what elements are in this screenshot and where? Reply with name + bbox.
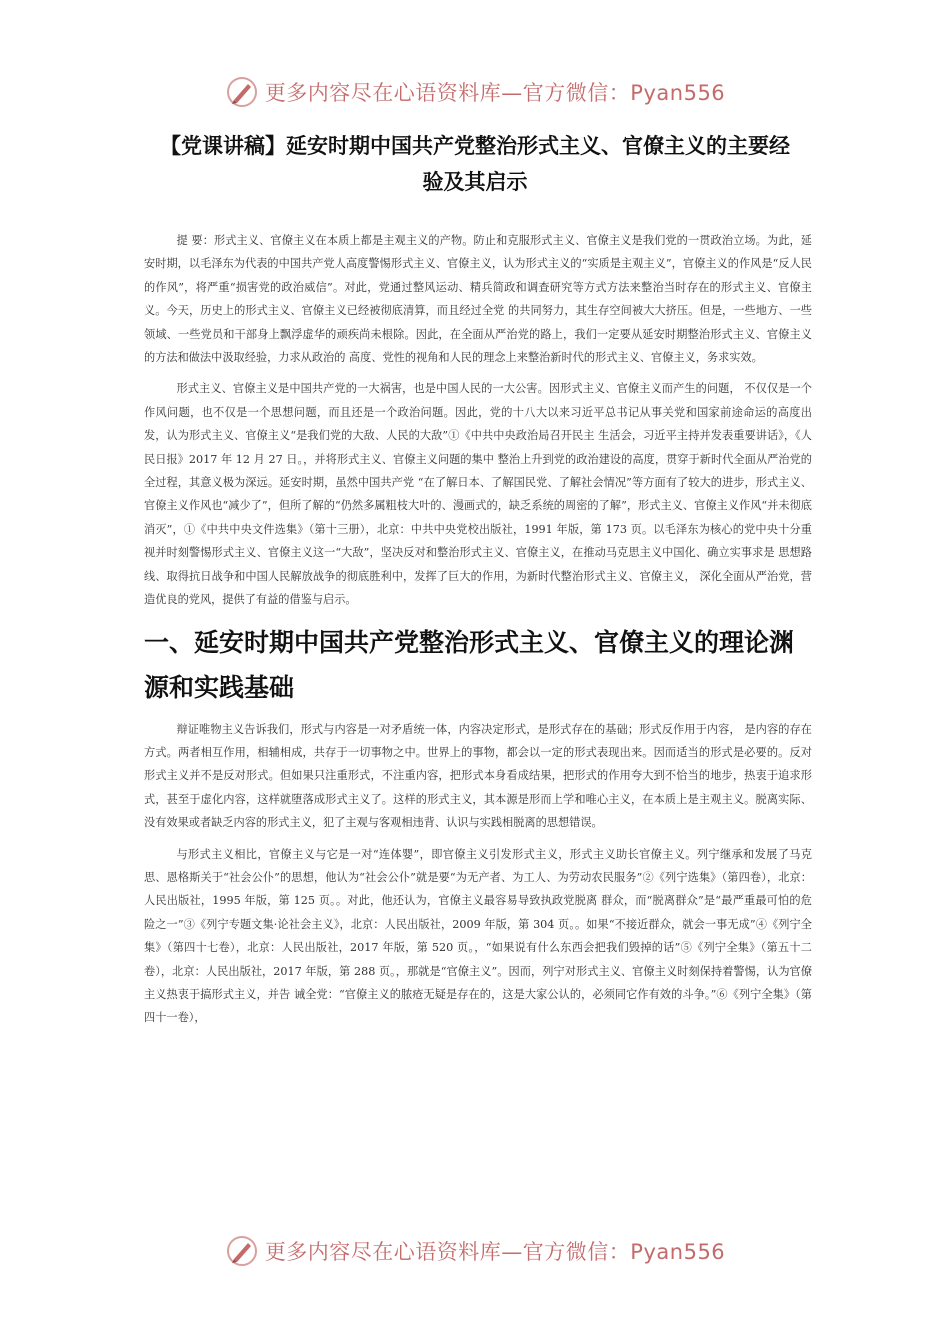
document-body xyxy=(144,229,812,1038)
abstract-paragraph: 提 要：形式主义、官僚主义在本质上都是主观主义的产物。防止和克服形式主义、官僚主义是我们党的一贯政治立场。为此，延安时期，以毛泽东为代表的中国共产党人高度警惕形式主义、官僚主义，认为形式主义的“实质是主观主义”，官僚主义的作风是“反人民的作风”，将严重“损害党的政治威信”。对此，党通过整风运动、精兵简政和调查研究等方式方法来整治当时存在的形式主义、官僚主义。今天，历史上的形式主义、官僚主义已经被彻底清算，而且经过全党 的共同努力，其生存空间被大大挤压。但是，一些地方、一些领域、一些党员和干部身上飘浮虚华的顽疾尚未根除。因此，在全面从严治党的路上，我们一定要从延安时期整治形式主义、官僚主义的方法和做法中汲取经验，力求从政治的 高度、党性的视角和人民的理念上来整治新时代的形式主义、官僚主义，务求实效。 xyxy=(144,234,812,365)
watermark-banner-top xyxy=(0,70,950,114)
document-title: 【党课讲稿】延安时期中国共产党整治形式主义、官僚主义的主要经验及其启示 xyxy=(160,134,790,194)
watermark-text: 更多内容尽在心语资料库—官方微信：Pyan556 xyxy=(264,81,726,105)
watermark-banner-bottom xyxy=(0,1229,950,1273)
pen-logo-icon xyxy=(225,1234,259,1268)
section-paragraph: 辩证唯物主义告诉我们，形式与内容是一对矛盾统一体，内容决定形式，是形式存在的基础；形式反作用于内容， 是内容的存在方式。两者相互作用，相辅相成，共存于一切事物之中。世界上的事物，都会以一定的形式表现出来。因而适当的形式是必要的。反对形式主义并不是反对形式。但如果只注重形式，不注重内容，把形式本身看成结果，把形式的作用夸大到不恰当的地步，热衷于追求形式，甚至于虚化内容，这样就堕落成形式主义了。这样的形式主义，其本源是形而上学和唯心主义，在本质上是主观主义。脱离实际、没有效果或者缺乏内容的形式主义，犯了主观与客观相违背、认识与实践相脱离的思想错误。 xyxy=(144,722,812,830)
section-heading: 一、延安时期中国共产党整治形式主义、官僚主义的理论渊源和实践基础 xyxy=(144,627,795,702)
intro-paragraph: 形式主义、官僚主义是中国共产党的一大祸害，也是中国人民的一大公害。因形式主义、官僚主义而产生的问题， 不仅仅是一个作风问题，也不仅是一个思想问题，而且还是一个政治问题。因此，党的十八大以来习近平总书记从事关党和国家前途命运的高度出发，认为形式主义、官僚主义“是我们党的大敌、人民的大敌”①《中共中央政治局召开民主 生活会，习近平主持并发表重要讲话》，《人民日报》2017 年 12 月 27 日。，并将形式主义、官僚主义问题的集中 整治上升到党的政治建设的高度，贯穿于新时代全面从严治党的全过程，其意义极为深远。延安时期，虽然中国共产党 “在了解日本、了解国民党、了解社会情况”等方面有了较大的进步，形式主义、官僚主义作风也“减少了”，但所了解的“仍然多属粗枝大叶的、漫画式的，缺乏系统的周密的了解”，形式主义、官僚主义作风“并未彻底消灭”，①《中共中央文件选集》（第十三册），北京：中共中央党校出版社，1991 年版，第 173 页。以毛泽东为核心的党中央十分重视并时刻警惕形式主义、官僚主义这一“大敌”，坚决反对和整治形式主义、官僚主义，在推动马克思主义中国化、确立实事求是 思想路线、取得抗日战争和中国人民解放战争的彻底胜利中，发挥了巨大的作用，为新时代整治形式主义、官僚主义， 深化全面从严治党，营造优良的党风，提供了有益的借鉴与启示。 xyxy=(144,382,812,607)
watermark-text: 更多内容尽在心语资料库—官方微信：Pyan556 xyxy=(264,1240,726,1264)
pen-logo-icon xyxy=(225,75,259,109)
section-paragraph: 与形式主义相比，官僚主义与它是一对“连体婴”，即官僚主义引发形式主义，形式主义助长官僚主义。列宁继承和发展了马克思、恩格斯关于“社会公仆”的思想，他认为“社会公仆”就是要“为无产者、为工人、为劳动农民服务”②《列宁选集》（第四卷），北京：人民出版社，1995 年版，第 125 页。。对此，他还认为，官僚主义最容易导致执政党脱离 群众，而“脱离群众”是“最严重最可怕的危险之一”③《列宁专题文集·论社会主义》，北京：人民出版社，2009 年版，第 304 页。。如果“不接近群众，就会一事无成”④《列宁全集》（第四十七卷），北京：人民出版社，2017 年版，第 520 页。，“如果说有什么东西会把我们毁掉的话”⑤《列宁全集》（第五十二卷），北京：人民出版社，2017 年版，第 288 页。，那就是“官僚主义”。因而，列宁对形式主义、官僚主义时刻保持着警惕，认为官僚主义热衷于搞形式主义，并告 诫全党：“官僚主义的脓疮无疑是存在的，这是大家公认的，必须同它作有效的斗争。”⑥《列宁全集》（第四十一卷）， xyxy=(144,847,812,1025)
